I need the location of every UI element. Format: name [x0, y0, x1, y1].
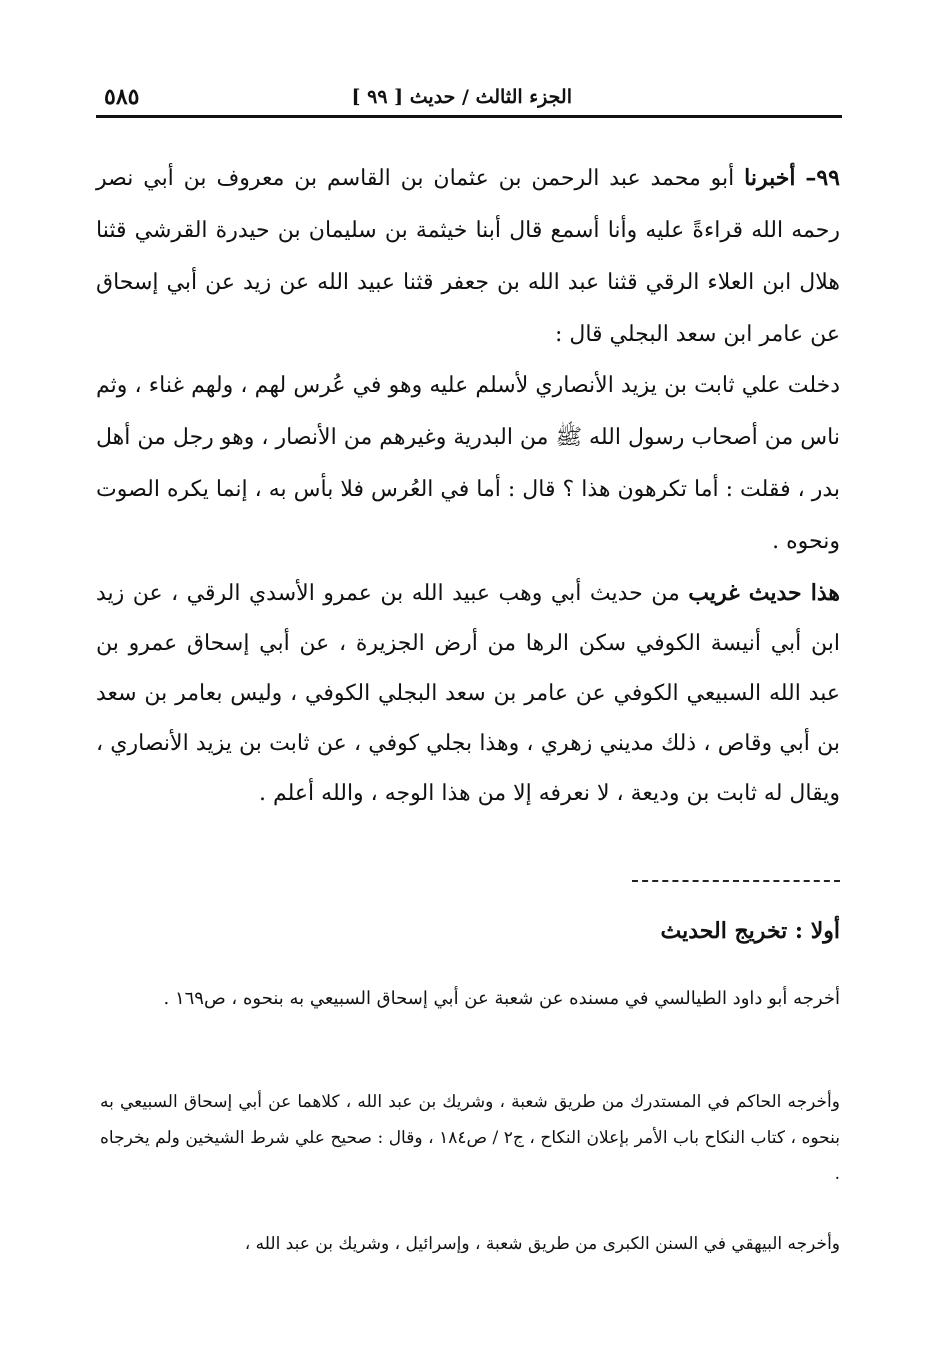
footnote-item: وأخرجه البيهقي في السنن الكبرى من طريق شعبة ، وإسرائيل ، وشريك بن عبد الله ، — [244, 1234, 840, 1254]
hadith-isnad: أبو محمد عبد الرحمن بن عثمان بن القاسم بن معروف بن أبي نصر رحمه الله قراءةً عليه وأنا أسمع قال أبنا خيثمة بن سليمان بن حيدرة القرشي قثنا هلال ابن العلاء الرقي قثنا عبد الله بن جعفر قثنا عبيد الله عن زيد عن أبي إسحاق عن عامر ابن سعد البجلي قال : — [96, 166, 840, 347]
hadith-grade-text: من حديث أبي وهب عبيد الله بن عمرو الأسدي الرقي ، عن زيد ابن أبي أنيسة الكوفي سكن الرها من أرض الجزيرة ، عن أبي إسحاق عمرو بن عبد الله السبيعي الكوفي عن عامر بن سعد البجلي الكوفي ، وليس بعامر بن سعد بن أبي وقاص ، ذلك مديني زهري ، وهذا بجلي كوفي ، عن ثابت بن يزيد الأنصاري ، ويقال له ثابت بن وديعة ، لا نعرفه إلا من هذا الوجه ، والله أعلم . — [96, 581, 840, 806]
section-heading: أولا : تخريج الحديث — [660, 918, 840, 944]
page-number: ٥٨٥ — [104, 84, 140, 110]
hadith-matn: دخلت علي ثابت بن يزيد الأنصاري لأسلم عليه وهو في عُرس لهم ، ولهم غناء ، وثم ناس من أصحاب رسول الله ﷺ من البدرية وغيرهم من الأنصار ، وهو رجل من أهل بدر ، فقلت : أما تكرهون هذا ؟ قال : أما في العُرس فلا بأس به ، إنما يكره الصوت ونحوه . — [96, 373, 840, 554]
footnote-separator — [632, 880, 840, 882]
footnote-item: وأخرجه الحاكم في المستدرك من طريق شعبة ، وشريك بن عبد الله ، كلاهما عن أبي إسحاق السبيعي به بنحوه ، كتاب النكاح باب الأمر بإعلان النكاح ، ج٢ / ص١٨٤ ، وقال : صحيح علي شرط الشيخين ولم يخرجاه . — [100, 1092, 840, 1184]
hadith-grade-lead: هذا حديث غريب — [688, 580, 841, 606]
hadith-isnad-paragraph — [96, 152, 840, 361]
hadith-grade-paragraph — [96, 568, 840, 819]
header-rule — [96, 115, 842, 118]
hadith-akhbarana: أخبرنا — [744, 165, 796, 191]
running-title: الجزء الثالث / حديث [ ٩٩ ] — [351, 86, 572, 108]
page-header — [96, 78, 842, 118]
hadith-number: ٩٩– — [805, 165, 840, 191]
footnote-item: أخرجه أبو داود الطيالسي في مسنده عن شعبة عن أبي إسحاق السبيعي به بنحوه ، ص١٦٩ . — [163, 988, 840, 1009]
